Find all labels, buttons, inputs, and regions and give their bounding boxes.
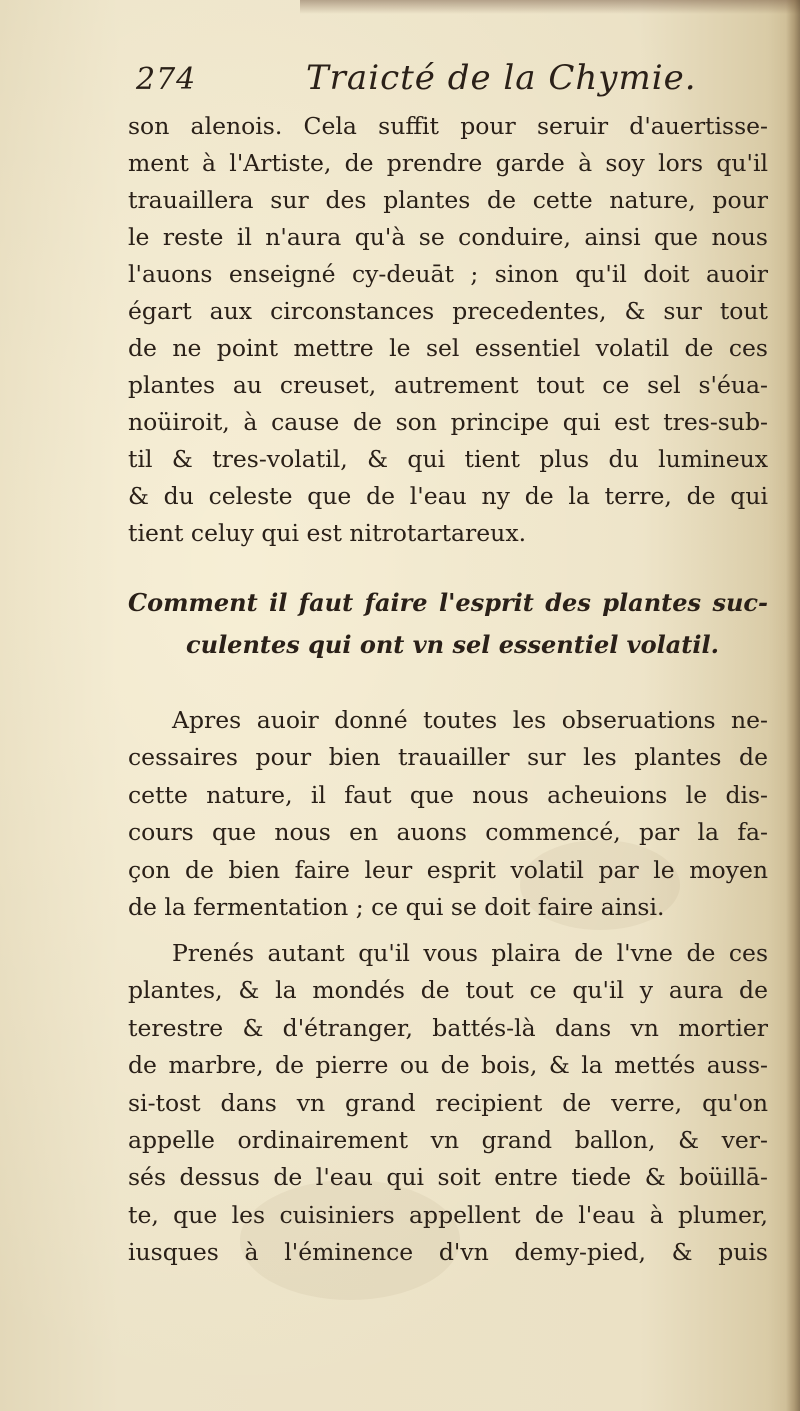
page-header — [130, 58, 697, 110]
text-line: le reste il n'aura qu'à se conduire, ainsi que nous — [128, 223, 768, 251]
page-fore-edge — [786, 0, 800, 1411]
page-number: 274 — [136, 62, 197, 97]
paragraph-continuation — [128, 108, 768, 552]
text-line: appelle ordinairement vn grand ballon, & ver- — [128, 1125, 768, 1154]
text-line: & du celeste que de l'eau ny de la terre, de qui — [128, 482, 768, 510]
text-line: cours que nous en auons commencé, par la fa- — [128, 818, 768, 847]
text-line: ment à l'Artiste, de prendre garde à soy lors qu'il — [128, 149, 768, 177]
text-line: son alenois. Cela suffit pour seruir d'auertisse- — [128, 112, 768, 140]
text-line: de ne point mettre le sel essentiel volatil de ces — [128, 334, 768, 362]
text-line: terestre & d'étranger, battés-là dans vn mortier — [128, 1013, 768, 1042]
running-title: Traicté de la Chymie. — [306, 58, 697, 98]
text-line: noüiroit, à cause de son principe qui est tres-sub- — [128, 408, 768, 436]
text-line: cessaires pour bien trauailler sur les plantes de — [128, 743, 768, 772]
text-line: Apres auoir donné toutes les obseruations ne- — [172, 706, 768, 734]
text-line: Prenés autant qu'il vous plaira de l'vne de ces — [172, 939, 768, 967]
text-line: de marbre, de pierre ou de bois, & la mettés auss- — [128, 1051, 768, 1080]
text-line: plantes au creuset, autrement tout ce sel s'éua- — [128, 371, 768, 399]
section-title-line: Comment il faut faire l'esprit des plantes suc- — [128, 588, 768, 617]
section-title-line: culentes qui ont vn sel essentiel volatil. — [186, 630, 719, 659]
page-top-edge — [300, 0, 800, 14]
text-line: te, que les cuisiniers appellent de l'eau à plumer, — [128, 1200, 768, 1229]
text-line: égart aux circonstances precedentes, & sur tout — [128, 297, 768, 325]
text-line: l'auons enseigné cy-deuāt ; sinon qu'il doit auoir — [128, 260, 768, 288]
text-line: plantes, & la mondés de tout ce qu'il y aura de — [128, 976, 768, 1005]
text-line: si-tost dans vn grand recipient de verre, qu'on — [128, 1088, 768, 1117]
text-line: til & tres-volatil, & qui tient plus du lumineux — [128, 445, 768, 473]
paragraph — [128, 702, 768, 926]
paragraph — [128, 935, 768, 1272]
text-line: tient celuy qui est nitrotartareux. — [128, 519, 527, 547]
text-line: cette nature, il faut que nous acheuions le dis- — [128, 780, 768, 809]
text-line: iusques à l'éminence d'vn demy-pied, & puis — [128, 1238, 768, 1267]
section-title — [128, 582, 768, 666]
text-line: de la fermentation ; ce qui se doit faire ainsi. — [128, 892, 665, 921]
text-line: sés dessus de l'eau qui soit entre tiede & boüillā- — [128, 1163, 768, 1192]
text-line: çon de bien faire leur esprit volatil par le moyen — [128, 855, 768, 884]
text-line: trauaillera sur des plantes de cette nature, pour — [128, 186, 768, 214]
